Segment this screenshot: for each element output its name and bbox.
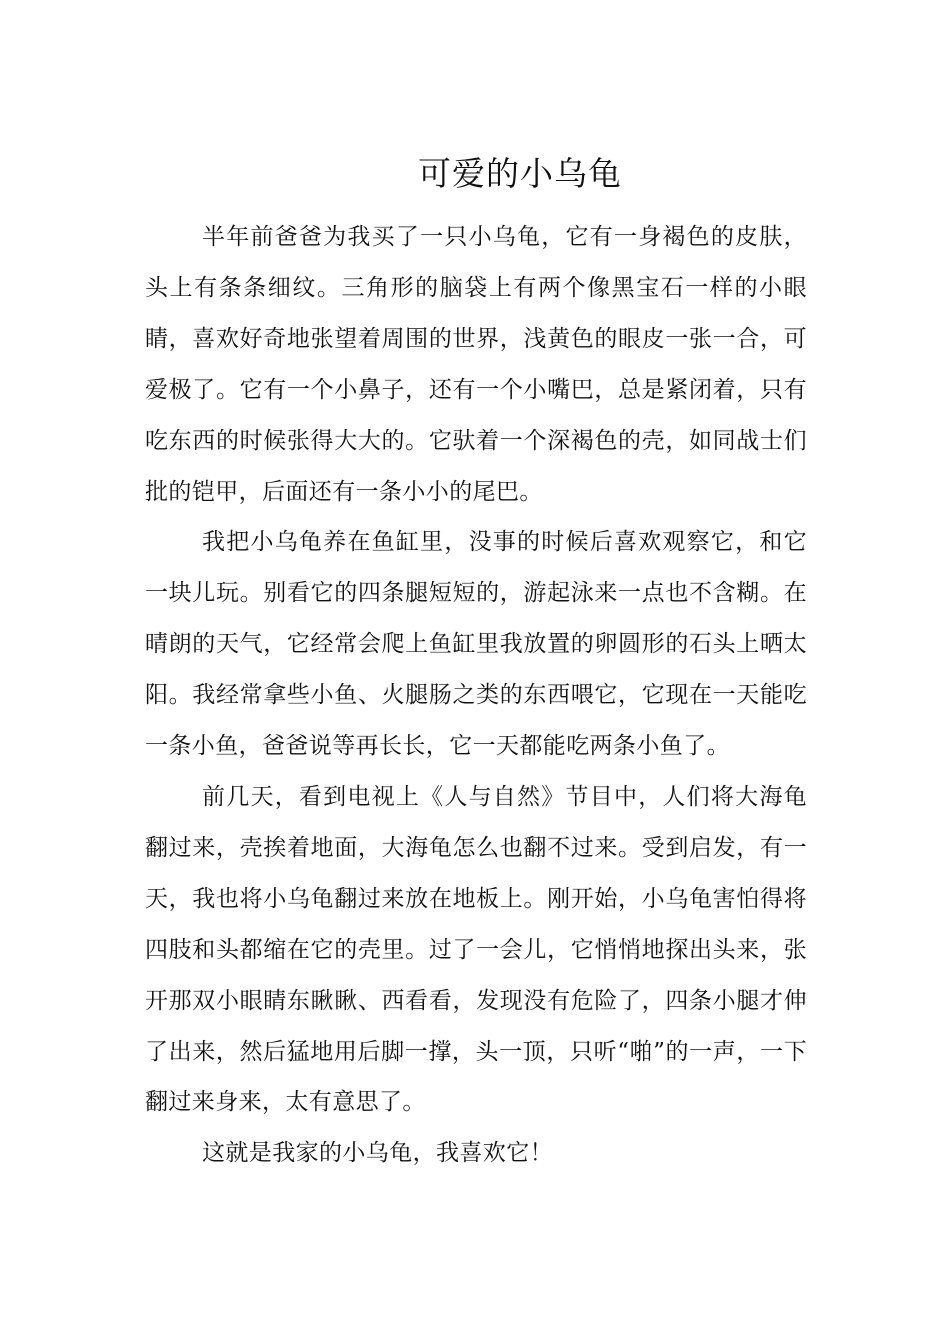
document-title: 可爱的小乌龟 [418, 154, 622, 193]
paragraph-2: 我把小乌龟养在鱼缸里，没事的时候后喜欢观察它，和它一块儿玩。别看它的四条腿短短的，游起泳来一点也不含糊。在晴朗的天气，它经常会爬上鱼缸里我放置的卵圆形的石头上晒太阳。我经常拿些小鱼、火腿肠之类的东西喂它，它现在一天能吃一条小鱼，爸爸说等再长长，它一天都能吃两条小鱼了。 [145, 529, 807, 760]
document-body [145, 212, 807, 1179]
paragraph-1: 半年前爸爸为我买了一只小乌龟，它有一身褐色的皮肤，头上有条条细纹。三角形的脑袋上有两个像黑宝石一样的小眼睛，喜欢好奇地张望着周围的世界，浅黄色的眼皮一张一合，可爱极了。它有一个小鼻子，还有一个小嘴巴，总是紧闭着，只有吃东西的时候张得大大的。它驮着一个深褐色的壳，如同战士们批的铠甲，后面还有一条小小的尾巴。 [145, 224, 807, 505]
paragraph-4: 这就是我家的小乌龟，我喜欢它！ [202, 1140, 553, 1167]
paragraph-3: 前几天，看到电视上《人与自然》节目中，人们将大海龟翻过来，壳挨着地面，大海龟怎么也翻不过来。受到启发，有一天，我也将小乌龟翻过来放在地板上。刚开始，小乌龟害怕得将四肢和头都缩在它的壳里。过了一会儿，它悄悄地探出头来，张开那双小眼睛东瞅瞅、西看看，发现没有危险了，四条小腿才伸了出来，然后猛地用后脚一撑，头一顶，只听“啪”的一声，一下翻过来身来，太有意思了。 [145, 783, 807, 1116]
